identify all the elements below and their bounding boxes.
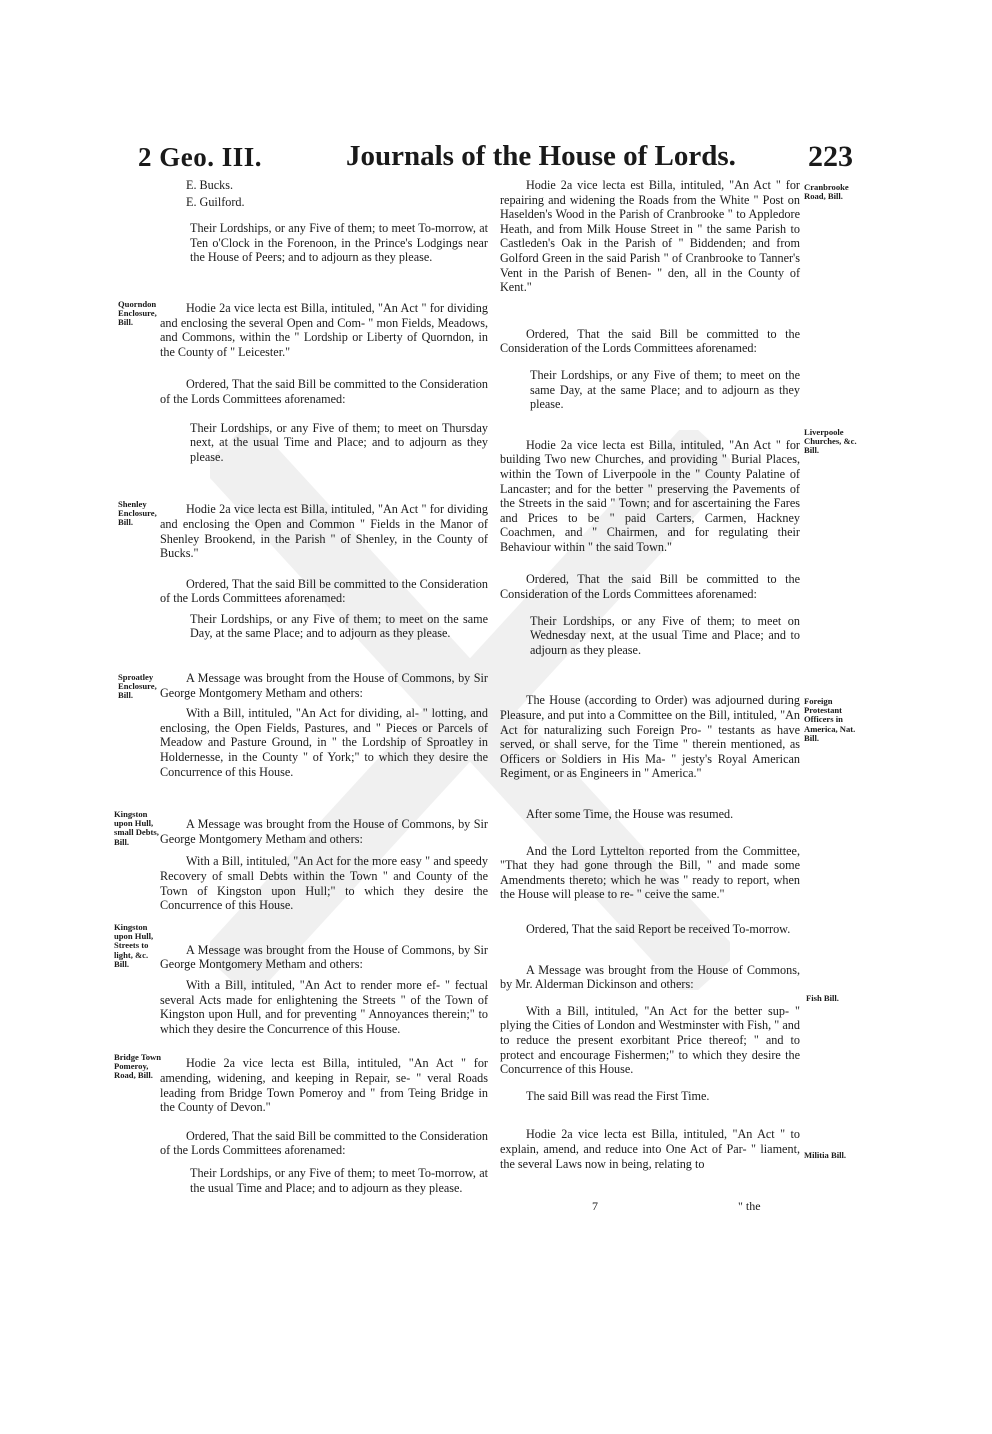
margin-note-quorndon: Quorndon Enclosure, Bill. (118, 299, 157, 328)
committee-meeting: Their Lordships, or any Five of them; to meet on the same Day, at the same Place; and to adjourn as they please. (530, 367, 800, 412)
bill-reading-bridge-town: Hodie 2a vice lecta est Billa, intituled, "An Act " for amending, widening, and keeping in Repair, se- " veral Roads leading from Bridge Town Pomeroy and " from Teing Bridge in the County of Devon." (160, 1056, 488, 1115)
margin-note-foreign-protestants: Foreign Protestant Officers in America, Nat. Bill. (804, 696, 856, 743)
margin-note-liverpoole: Liverpoole Churches, &c. Bill. (804, 427, 857, 456)
margin-note-kingston-streets: Kingston upon Hull, Streets to light, &c. Bill. (114, 922, 154, 969)
margin-note-shenley: Shenley Enclosure, Bill. (118, 499, 157, 528)
committee-meeting: Their Lordships, or any Five of them; to meet on Wednesday next, at the usual Time and Place; and to adjourn as they please. (530, 613, 800, 657)
order-committed: Ordered, That the said Bill be committed to the Consideration of the Lords Committees aforenamed: (500, 326, 800, 356)
printer-signature: 7 (592, 1199, 598, 1213)
margin-note-sproatley: Sproatley Enclosure, Bill. (118, 672, 157, 701)
bill-kingston-streets: With a Bill, intituled, "An Act to render more ef- " fectual several Acts made for enlightening the Streets " of the Town of Kingston upon Hull, and for preventing " Annoyances therein;" to which they desire the Concurrence of this House. (160, 977, 488, 1036)
bill-reading-liverpoole: Hodie 2a vice lecta est Billa, intituled, "An Act " for building Two new Churches, and providing " Burial Places, within the Town of Liverpoole in the " County Palatine of Lancaster; and for the better " preserving the Pavements of the Streets in the said " Town; and for ascertaining the Fares and Prices to be " paid Carters, Carmen, Hackney Coachmen, and " Chairmen, and for regulating their Behaviour within " the said Town." (500, 437, 800, 554)
bill-reading-militia: Hodie 2a vice lecta est Billa, intituled, "An Act " to explain, amend, and reduce into One Act of Par- " liament, the several Laws now in being, relating to (500, 1127, 800, 1171)
committee-foreign-protestants: The House (according to Order) was adjourned during Pleasure, and put into a Committee on the Bill, intituled, "An Act for naturalizing such Foreign Pro- " testants as have served, or shall serve, for the Time " therein mentioned, as Officers or Soldiers in His Ma- " jesty's Royal American Regiment, or as Engineers in " America." (500, 693, 800, 781)
first-reading: The said Bill was read the First Time. (526, 1088, 710, 1103)
committee-meeting: Their Lordships, or any Five of them; to meet To-morrow, at Ten o'Clock in the Forenoon, in the Prince's Lodgings near the House of Peers; and to adjourn as they please. (190, 221, 488, 265)
message-commons: A Message was brought from the House of Commons, by Mr. Alderman Dickinson and others: (500, 962, 800, 992)
bill-fish: With a Bill, intituled, "An Act for the better sup- " plying the Cities of London and Westminster with Fish, " and to reduce the present exorbitant Price thereof; " and to protect and encourage Fishermen;" to which they desire the Concurrence of this House. (500, 1003, 800, 1077)
order-committed: Ordered, That the said Bill be committed to the Consideration of the Lords Committees aforenamed: (160, 1128, 488, 1158)
order-committed: Ordered, That the said Bill be committed to the Consideration of the Lords Committees aforenamed: (500, 572, 800, 602)
message-commons: A Message was brought from the House of Commons, by Sir George Montgomery Metham and others: (160, 942, 488, 972)
bill-reading-shenley: Hodie 2a vice lecta est Billa, intituled, "An Act " for dividing and enclosing the Open and Common " Fields in the Manor of Shenley Brookend, in the Parish " of Shenley, in the County of Bucks." (160, 502, 488, 561)
committee-meeting: Their Lordships, or any Five of them; to meet To-morrow, at the usual Time and Place; and to adjourn as they please. (190, 1165, 488, 1195)
margin-note-fish: Fish Bill. (806, 993, 839, 1003)
order-report-received: Ordered, That the said Report be received To-morrow. (526, 921, 791, 936)
left-column (160, 178, 488, 1195)
house-resumed: After some Time, the House was resumed. (526, 807, 734, 821)
order-committed: Ordered, That the said Bill be committed to the Consideration of the Lords Committees aforenamed: (160, 576, 488, 606)
order-committed: Ordered, That the said Bill be committed to the Consideration of the Lords Committees aforenamed: (160, 377, 488, 406)
bill-kingston-debts: With a Bill, intituled, "An Act for the more easy " and speedy Recovery of small Debts within the Town " and County of the Town of Kingston upon Hull;" to which they desire the Concurrence of this House. (160, 854, 488, 913)
margin-note-bridge-town: Bridge Town Pomeroy, Road, Bill. (114, 1052, 162, 1081)
catchword: " the (738, 1199, 761, 1213)
message-commons: A Message was brought from the House of Commons, by Sir George Montgomery Metham and others: (160, 671, 488, 700)
peer-name: E. Guilford. (186, 194, 245, 209)
header-regnal-year: 2 Geo. III. (138, 142, 263, 172)
bill-reading-cranbrooke: Hodie 2a vice lecta est Billa, intituled, "An Act " for repairing and widening the Roads from the White " Post on Haselden's Wood in the Parish of Cranbrooke " to Appledore Heath, and from Milk House Street in " the same Parish to Castleden's Oak in the Parish of " Biddenden; and from Golford Green in the said Parish " of Cranbrooke to Tanner's Vent in the Parish of Benen- " den, all in the County of Kent." (500, 178, 800, 295)
margin-note-militia: Militia Bill. (804, 1150, 847, 1160)
message-commons: A Message was brought from the House of Commons, by Sir George Montgomery Metham and others: (160, 817, 488, 846)
committee-meeting: Their Lordships, or any Five of them; to meet on Thursday next, at the usual Time and Place; and to adjourn as they please. (190, 420, 488, 464)
peer-name: E. Bucks. (186, 178, 234, 192)
page-number: 223 (808, 140, 853, 173)
margin-note-kingston-debts: Kingston upon Hull, small Debts, Bill. (114, 809, 159, 847)
report-lyttelton: And the Lord Lyttelton reported from the Committee, "That they had gone through the Bill, " and made some Amendments thereto; which he was " ready to report, when the House will please to re- " ceive the same." (500, 843, 800, 902)
margin-note-cranbrooke: Cranbrooke Road, Bill. (804, 182, 849, 202)
right-column (500, 178, 800, 1171)
bill-reading-quorndon: Hodie 2a vice lecta est Billa, intituled, "An Act " for dividing and enclosing the several Open and Com- " mon Fields, Meadows, and Commons, within the " Lordship or Liberty of Quorndon, in the County of " Leicester." (160, 300, 488, 359)
bill-sproatley: With a Bill, intituled, "An Act for dividing, al- " lotting, and enclosing, the Open Fields, Pastures, and " Pieces or Parcels of Meadow and Pasture Ground, in " the Lordship of Sproatley in Holdernesse, in the County " of York;" to which they desire the Concurrence of this House. (160, 706, 488, 779)
header-journal-title: Journals of the House of Lords. (346, 140, 736, 172)
committee-meeting: Their Lordships, or any Five of them; to meet on the same Day, at the same Place; and to adjourn as they please. (190, 611, 488, 641)
